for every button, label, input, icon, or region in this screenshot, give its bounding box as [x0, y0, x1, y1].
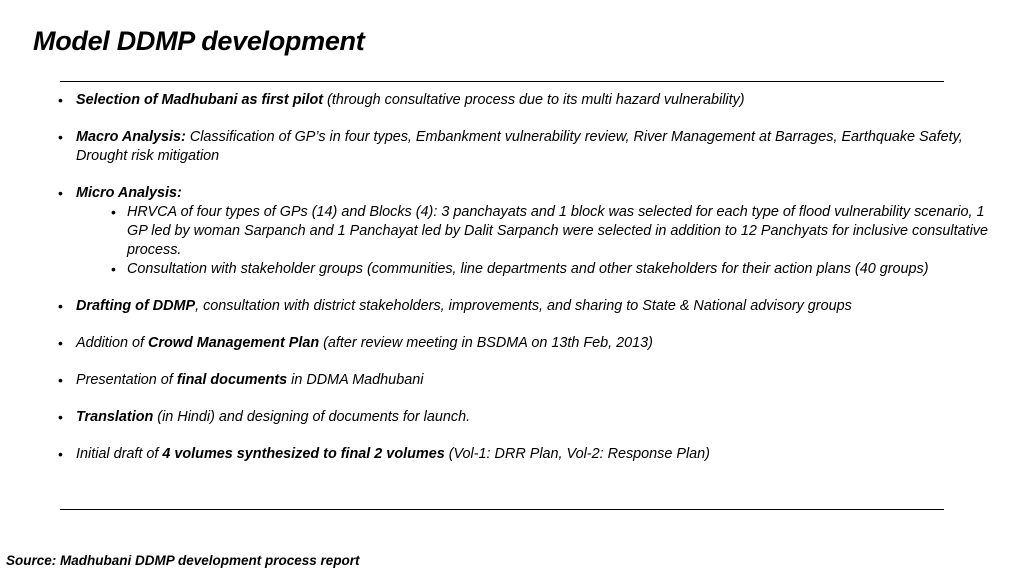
bullet-translation [58, 408, 998, 427]
top-divider [60, 81, 944, 82]
bottom-divider [60, 509, 944, 510]
bullet-bold-text: Macro Analysis: [76, 129, 186, 145]
bullet-text: in DDMA Madhubani [287, 372, 424, 388]
bullet-prefix: Presentation of [76, 372, 177, 388]
sub-bullet-hrvca [58, 203, 998, 260]
bullet-text: , consultation with district stakeholders, improvements, and sharing to State & National advisory groups [195, 298, 852, 314]
bullet-dot: • [58, 446, 63, 462]
bullet-crowd-management [58, 334, 998, 353]
bullet-presentation [58, 371, 998, 390]
bullet-dot: • [58, 298, 63, 314]
bullet-dot: • [58, 92, 63, 108]
bullet-dot: • [58, 129, 63, 145]
sub-bullet-text: Consultation with stakeholder groups (communities, line departments and other stakeholders for their action plans (40 groups) [127, 261, 929, 277]
bullet-list [58, 91, 998, 464]
bullet-bold-text: 4 volumes synthesized to final 2 volumes [162, 446, 445, 462]
bullet-text: (Vol-1: DRR Plan, Vol-2: Response Plan) [444, 446, 710, 462]
bullet-initial-draft [58, 445, 998, 464]
bullet-dot: • [58, 372, 63, 388]
bullet-dot: • [58, 409, 63, 425]
bullet-bold-text: final documents [176, 372, 288, 388]
bullet-text: (in Hindi) and designing of documents for launch. [153, 409, 471, 425]
bullet-bold-text: Translation [76, 409, 154, 425]
bullet-bold-text: Selection of Madhubani as first pilot [76, 92, 324, 108]
bullet-bold-text: Drafting of DDMP [76, 298, 196, 314]
source-note: Source: Madhubani DDMP development process report [6, 553, 360, 568]
bullet-macro-analysis [58, 128, 998, 166]
bullet-prefix: Addition of [76, 335, 149, 351]
sub-bullet-text: HRVCA of four types of GPs (14) and Blocks (4): 3 panchayats and 1 block was selected for each type of flood vulnerability scenario, 1 GP led by woman Sarpanch and 1 Panchayat led by Dalit Sarpanch were selected in addition to 12 Panchyats for inclusive consultative process. [127, 204, 989, 258]
bullet-dot: • [58, 335, 63, 351]
bullet-text: (after review meeting in BSDMA on 13th Feb, 2013) [319, 335, 653, 351]
bullet-prefix: Initial draft of [76, 446, 163, 462]
bullet-selection [58, 91, 998, 110]
page-title: Model DDMP development [33, 26, 365, 56]
bullet-bold-text: Crowd Management Plan [148, 335, 320, 351]
sub-bullet-dot: • [111, 204, 116, 220]
bullet-drafting [58, 297, 998, 316]
bullet-dot: • [58, 185, 63, 201]
sub-bullet-dot: • [111, 261, 116, 277]
bullet-text: Classification of GP’s in four types, Embankment vulnerability review, River Management at Barrages, Earthquake Safety, Drought risk mitigation [76, 129, 963, 164]
bullet-text: (through consultative process due to its multi hazard vulnerability) [323, 92, 745, 108]
bullet-bold-text: Micro Analysis: [76, 185, 182, 201]
bullet-micro-analysis [58, 184, 998, 203]
sub-bullet-consultation [58, 260, 998, 279]
